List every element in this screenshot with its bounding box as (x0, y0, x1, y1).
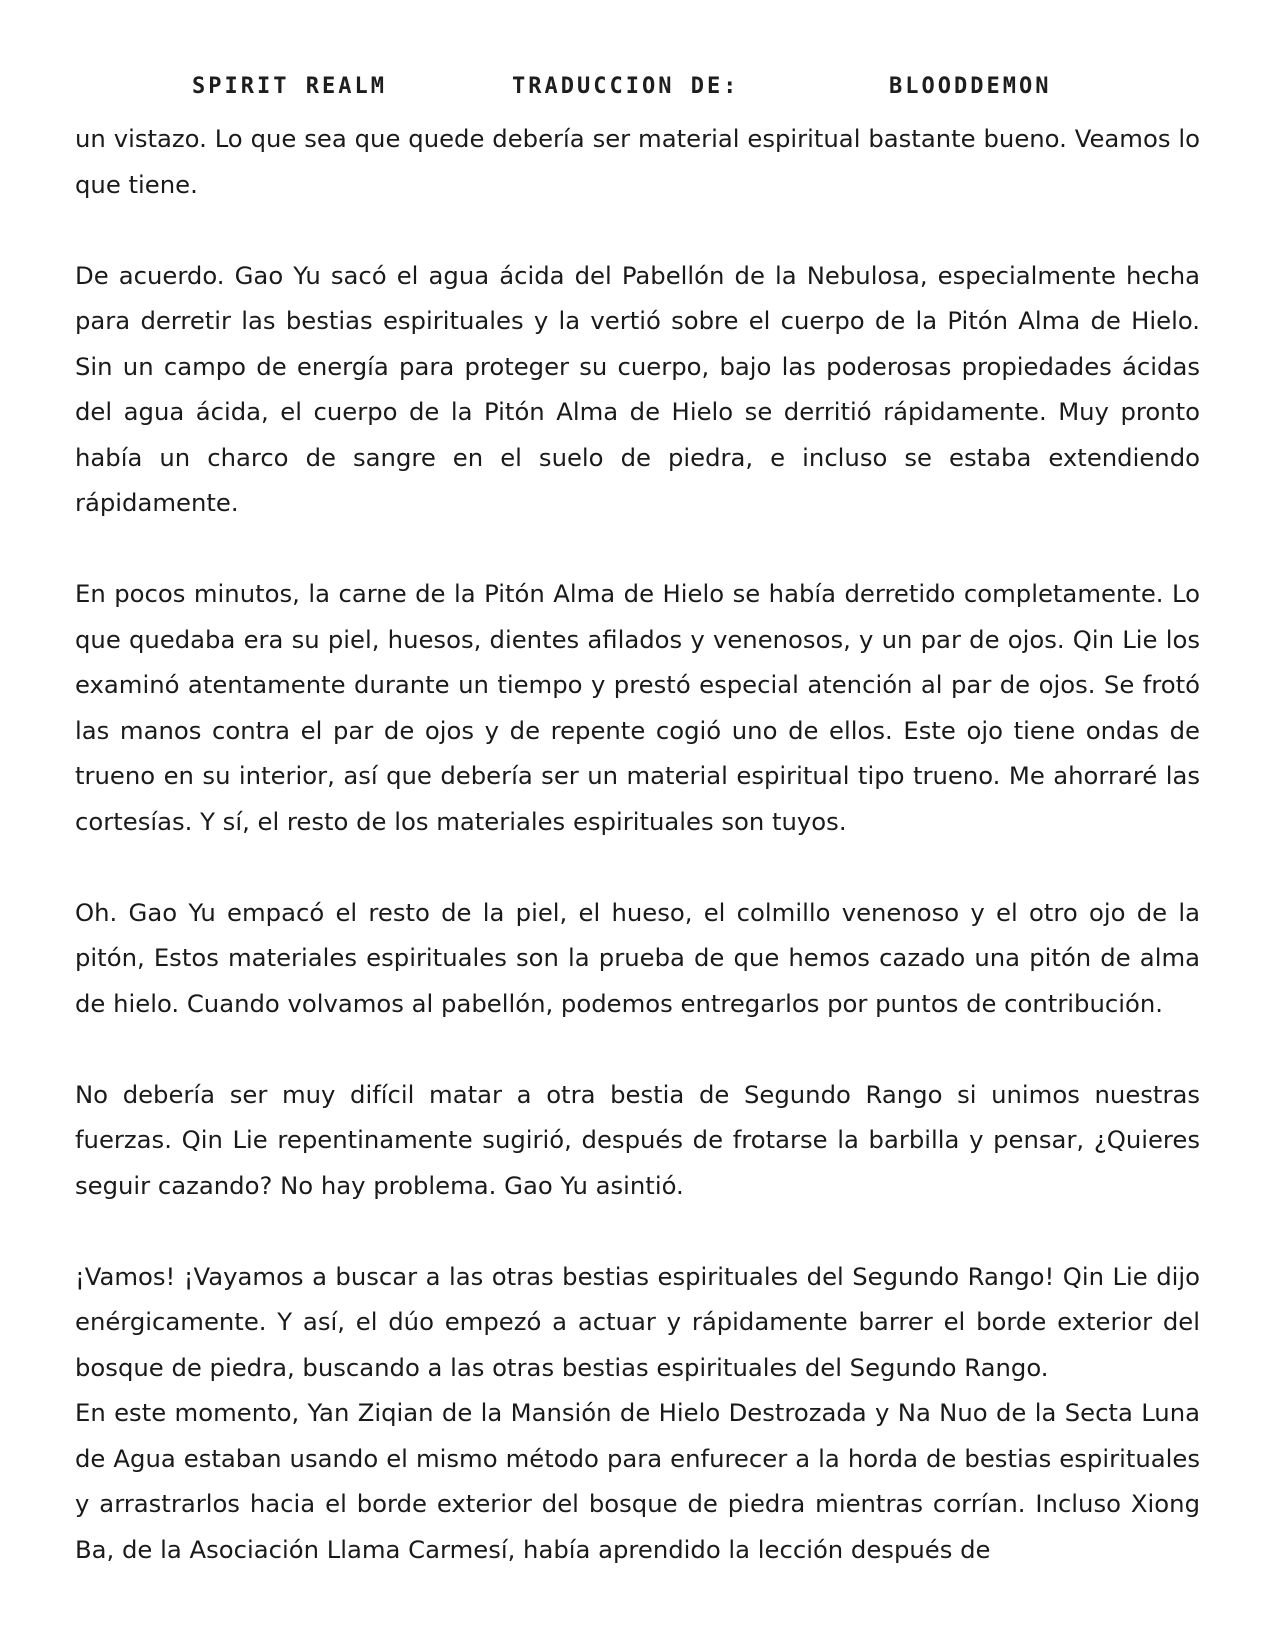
header-translator: BLOODDEMON (889, 74, 1052, 99)
header-translation-label: TRADUCCION DE: (512, 74, 740, 99)
paragraph-7: En este momento, Yan Ziqian de la Mansión de Hielo Destrozada y Na Nuo de la Secta Luna de Agua estaban usando el mismo método para enfurecer a la horda de bestias espirituales y arrastrarlos hacia el borde exterior del bosque de piedra mientras corrían. Incluso Xiong Ba, de la Asociación Llama Carmesí, había aprendido la lección después de (75, 1398, 1200, 1564)
paragraph-1: un vistazo. Lo que sea que quede debería ser material espiritual bastante bueno. Veamos lo que tiene. (75, 124, 1200, 199)
document-body (75, 116, 1200, 1572)
paragraph-5: No debería ser muy difícil matar a otra bestia de Segundo Rango si unimos nuestras fuerzas. Qin Lie repentinamente sugirió, después de frotarse la barbilla y pensar, ¿Quieres seguir cazando? No hay problema. Gao Yu asintió. (75, 1079, 1200, 1200)
header-title: SPIRIT REALM (192, 74, 387, 99)
paragraph-2: De acuerdo. Gao Yu sacó el agua ácida del Pabellón de la Nebulosa, especialmente hecha para derretir las bestias espirituales y la vertió sobre el cuerpo de la Pitón Alma de Hielo. Sin un campo de energía para proteger su cuerpo, bajo las poderosas propiedades ácidas del agua ácida, el cuerpo de la Pitón Alma de Hielo se derritió rápidamente. Muy pronto había un charco de sangre en el suelo de piedra, e incluso se estaba extendiendo rápidamente. (75, 260, 1200, 517)
page-header (0, 74, 1275, 110)
paragraph-6: ¡Vamos! ¡Vayamos a buscar a las otras bestias espirituales del Segundo Rango! Qin Lie dijo enérgicamente. Y así, el dúo empezó a actuar y rápidamente barrer el borde exterior del bosque de piedra, buscando a las otras bestias espirituales del Segundo Rango. (75, 1261, 1200, 1382)
paragraph-3: En pocos minutos, la carne de la Pitón Alma de Hielo se había derretido completamente. Lo que quedaba era su piel, huesos, dientes afilados y venenosos, y un par de ojos. Qin Lie los examinó atentamente durante un tiempo y prestó especial atención al par de ojos. Se frotó las manos contra el par de ojos y de repente cogió uno de ellos. Este ojo tiene ondas de trueno en su interior, así que debería ser un material espiritual tipo trueno. Me ahorraré las cortesías. Y sí, el resto de los materiales espirituales son tuyos. (75, 579, 1200, 836)
paragraph-4: Oh. Gao Yu empacó el resto de la piel, el hueso, el colmillo venenoso y el otro ojo de la pitón, Estos materiales espirituales son la prueba de que hemos cazado una pitón de alma de hielo. Cuando volvamos al pabellón, podemos entregarlos por puntos de contribución. (75, 897, 1200, 1018)
